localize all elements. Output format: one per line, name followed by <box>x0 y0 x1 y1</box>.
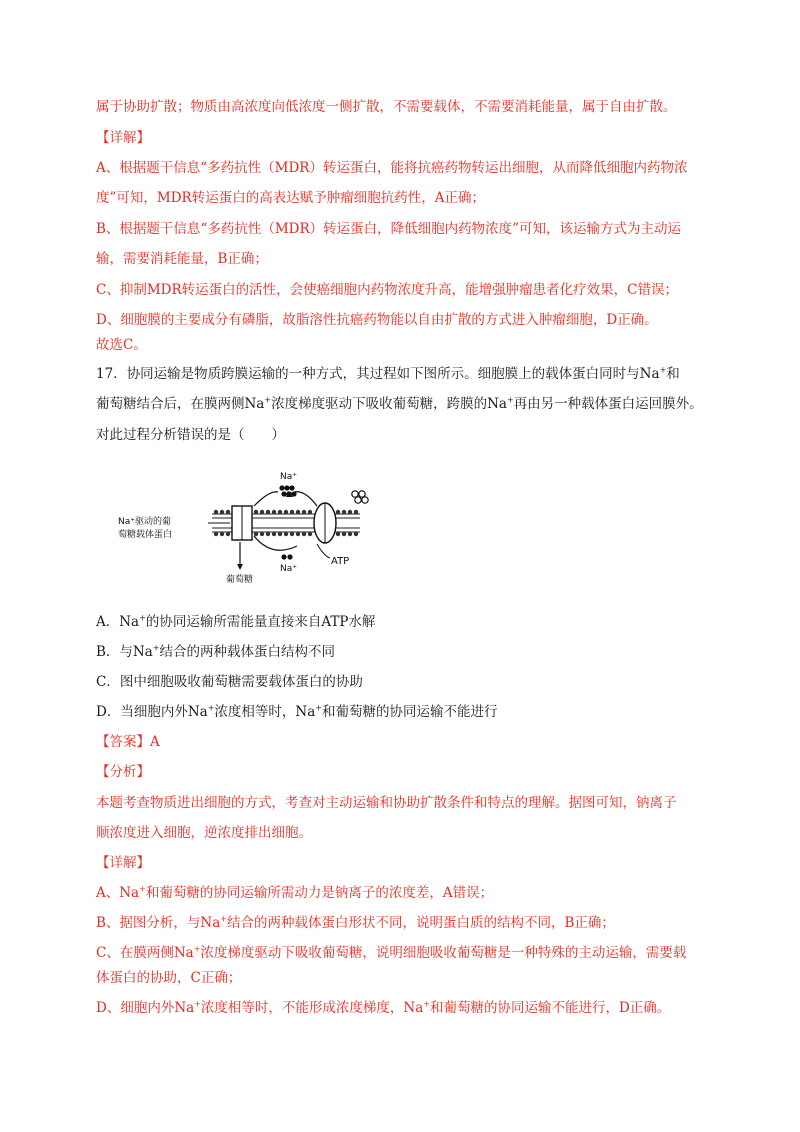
prev-conclusion: 故选C。 <box>96 337 147 353</box>
prev-detail-line: 输，需要消耗能量，B正确； <box>96 251 268 267</box>
na-ions-bottom <box>281 554 292 559</box>
glucose-arrowhead <box>237 564 243 570</box>
answer-line <box>96 732 160 752</box>
prev-detail-line: B、根据题干信息“多药抗性（MDR）转运蛋白，降低细胞内药物浓度”可知，该运输方式为主动运 <box>96 221 682 237</box>
answer-value: A <box>150 734 160 750</box>
question-line-1: 17．协同运输是物质跨膜运输的一种方式，其过程如下图所示。细胞膜上的载体蛋白同时与Na+和 <box>96 365 680 382</box>
option-d[interactable]: D．当细胞内外Na+浓度相等时，Na+和葡萄糖的协同运输不能进行 <box>96 703 498 720</box>
analysis-label: 【分析】 <box>96 764 150 780</box>
detail-label: 【详解】 <box>96 855 150 871</box>
prev-detail-line: D、细胞膜的主要成分有磷脂，故脂溶性抗癌药物能以自由扩散的方式进入肿瘤细胞，D正确。 <box>96 312 658 328</box>
cotransport-diagram <box>112 466 412 588</box>
atp-label: ATP <box>331 556 350 567</box>
na-label-top: Na⁺ <box>280 472 297 482</box>
prev-analysis-tail: 属于协助扩散；物质由高浓度向低浓度一侧扩散，不需要载体，不需要消耗能量，属于自由扩散。 <box>96 99 677 115</box>
glucose-molecules <box>352 491 368 503</box>
carrier-label-line1: Na⁺驱动的葡 <box>118 517 171 527</box>
detail-a: A、Na+和葡萄糖的协同运输所需动力是钠离子的浓度差，A错误； <box>96 884 494 901</box>
glucose-label: 葡萄糖 <box>226 575 254 585</box>
analysis-line-2: 顺浓度进入细胞，逆浓度排出细胞。 <box>96 825 312 841</box>
question-number: 17． <box>96 366 127 382</box>
answer-label: 【答案】 <box>96 734 150 750</box>
option-c[interactable]: C．图中细胞吸收葡萄糖需要载体蛋白的协助 <box>96 674 363 690</box>
question-line-3: 对此过程分析错误的是（ ） <box>96 427 285 443</box>
analysis-line-1: 本题考查物质进出细胞的方式，考查对主动运输和协助扩散条件和特点的理解。据图可知，钠离子 <box>96 795 677 811</box>
atp-arrow <box>317 544 330 558</box>
option-a[interactable]: A．Na+的协同运输所需能量直接来自ATP水解 <box>96 613 376 630</box>
carrier-label-line2: 萄糖载体蛋白 <box>118 530 173 540</box>
question-line-2: 葡萄糖结合后，在膜两侧Na+浓度梯度驱动下吸收葡萄糖，跨膜的Na+再由另一种载体蛋白运回膜外。 <box>96 395 703 412</box>
option-b[interactable]: B．与Na+结合的两种载体蛋白结构不同 <box>96 643 335 660</box>
sodium-in-arrow <box>254 536 297 550</box>
na-label-bottom: Na⁺ <box>280 564 297 574</box>
prev-detail-label: 【详解】 <box>96 130 150 146</box>
detail-c-line-1: C、在膜两侧Na+浓度梯度驱动下吸收葡萄糖，说明细胞吸收葡萄糖是一种特殊的主动运输，需要载 <box>96 944 687 961</box>
prev-detail-line: A、根据题干信息“多药抗性（MDR）转运蛋白，能将抗癌药物转运出细胞，从而降低细胞内药物浓 <box>96 160 688 176</box>
prev-detail-line: C、抑制MDR转运蛋白的活性，会使癌细胞内药物浓度升高，能增强肿瘤患者化疗效果，C错误； <box>96 282 678 298</box>
detail-c-line-2: 体蛋白的协助，C正确； <box>96 970 242 986</box>
detail-b: B、据图分析，与Na+结合的两种载体蛋白形状不同，说明蛋白质的结构不同，B正确； <box>96 914 615 931</box>
prev-detail-line: 度”可知，MDR转运蛋白的高表达赋予肿瘤细胞抗药性，A正确； <box>96 190 485 206</box>
detail-d: D、细胞内外Na+浓度相等时，不能形成浓度梯度，Na+和葡萄糖的协同运输不能进行，D正确。 <box>96 999 671 1016</box>
